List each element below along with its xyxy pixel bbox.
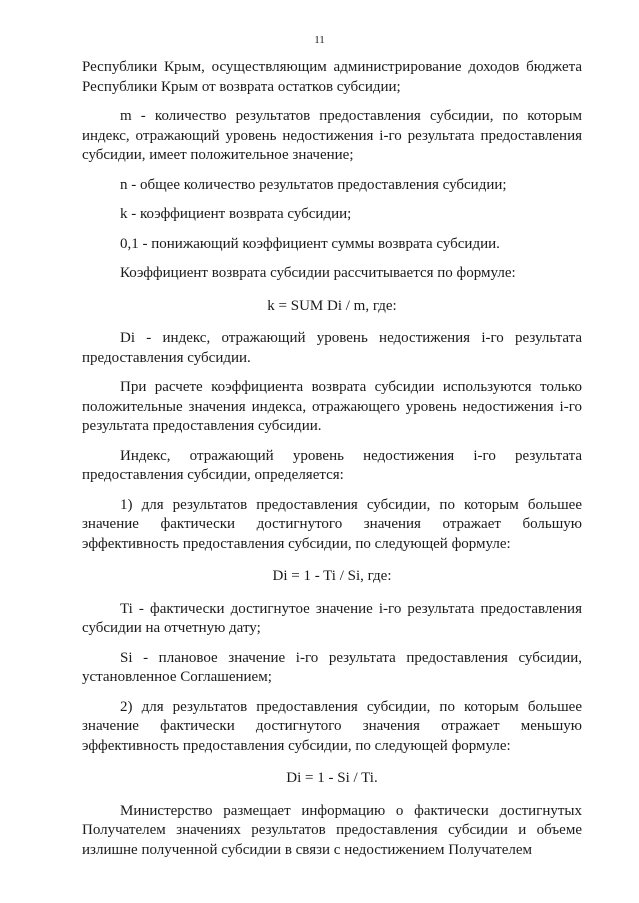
paragraph-ti-definition: Ti - фактически достигнутое значение i-го результата предоставления субсидии на отчетную дату;: [82, 600, 582, 636]
paragraph-formula-intro: Коэффициент возврата субсидии рассчитывается по формуле:: [120, 265, 516, 281]
paragraph-k-definition: k - коэффициент возврата субсидии;: [120, 206, 352, 222]
paragraph-index-determination: Индекс, отражающий уровень недостижения i-го результата предоставления субсидии, определяется:: [82, 447, 582, 483]
paragraph-positive-values: При расчете коэффициента возврата субсидии используются только положительные значения индекса, отражающего уровень недостижения i-го результата предоставления субсидии.: [82, 379, 582, 434]
paragraph-si-definition: Si - плановое значение i-го результата предоставления субсидии, установленное Соглашением;: [82, 649, 582, 685]
paragraph-continuation: Республики Крым, осуществляющим администрирование доходов бюджета Республики Крым от возврата остатков субсидии;: [82, 59, 582, 95]
paragraph-coefficient-definition: 0,1 - понижающий коэффициент суммы возврата субсидии.: [120, 235, 500, 252]
paragraph-ministry-info: Министерство размещает информацию о фактически достигнутых Получателем значениях результатов предоставления субсидии и объеме излишне полученной субсидии в связи с недостижением Получателем: [82, 802, 582, 858]
paragraph-di-definition: Di - индекс, отражающий уровень недостижения i-го результата предоставления субсидии.: [82, 330, 582, 366]
formula-di-case-1: Di = 1 - Ti / Si, где:: [272, 568, 392, 584]
formula-k: k = SUM Di / m, где:: [267, 297, 397, 314]
formula-di-case-2: Di = 1 - Si / Ti.: [286, 770, 378, 786]
page-number: 11: [314, 34, 325, 46]
paragraph-case-2: 2) для результатов предоставления субсидии, по которым большее значение фактически достигнутого значения отражает меньшую эффективность предоставления субсидии, по следующей формуле:: [82, 698, 582, 754]
paragraph-m-definition: m - количество результатов предоставления субсидии, по которым индекс, отражающий уровень недостижения i-го результата предоставления субсидии, имеет положительное значение;: [82, 108, 582, 163]
document-body: [82, 58, 582, 870]
paragraph-n-definition: n - общее количество результатов предоставления субсидии;: [120, 176, 507, 193]
paragraph-case-1: 1) для результатов предоставления субсидии, по которым большее значение фактически достигнутого значения отражает большую эффективность предоставления субсидии, по следующей формуле:: [82, 496, 582, 552]
